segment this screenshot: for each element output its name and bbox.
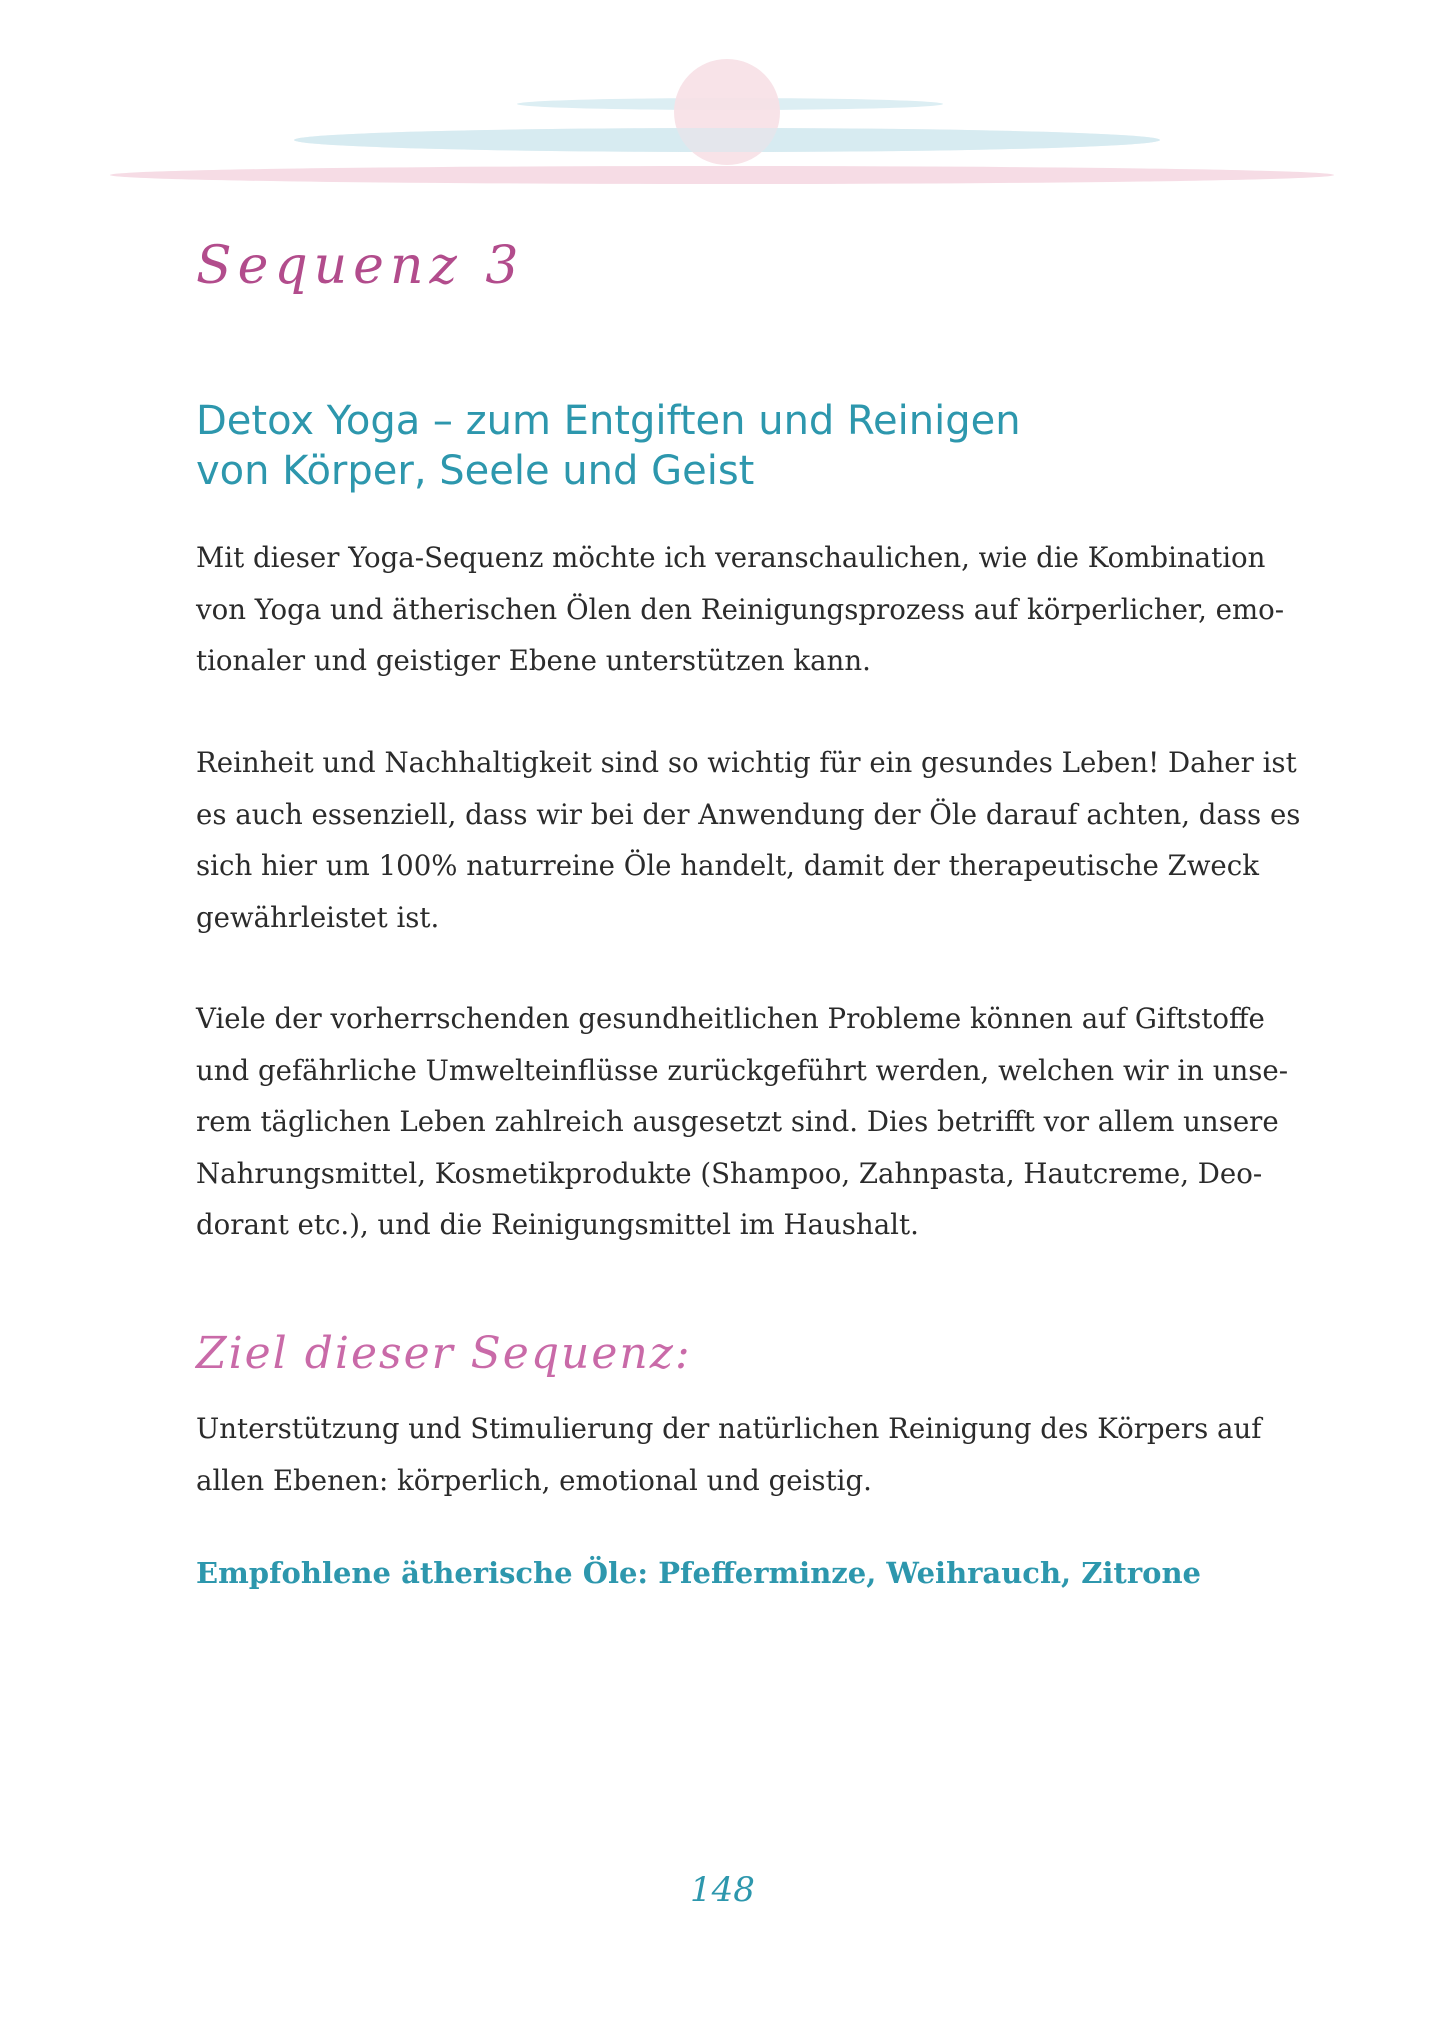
text-line: gewährleistet ist. bbox=[196, 900, 440, 934]
paragraph-goal bbox=[196, 1403, 1262, 1506]
heading-line-1: Detox Yoga – zum Entgiften und Reinigen bbox=[196, 398, 1021, 444]
text-line: Unterstützung und Stimulierung der natürlichen Reinigung des Körpers auf bbox=[196, 1412, 1262, 1445]
text-line: und gefährliche Umwelteinflüsse zurückgeführt werden, welchen wir in unse- bbox=[196, 1053, 1289, 1087]
decorative-header-ellipses bbox=[0, 0, 1445, 210]
goal-title: Ziel dieser Sequenz: bbox=[196, 1328, 692, 1379]
text-line: rem täglichen Leben zahlreich ausgesetzt sind. Dies betrifft vor allem unsere bbox=[196, 1105, 1279, 1138]
paragraph-toxins bbox=[196, 993, 1289, 1251]
pink-ellipse-bottom bbox=[110, 166, 1334, 184]
section-label: Sequenz 3 bbox=[196, 236, 525, 296]
text-line: Viele der vorherrschenden gesundheitlichen Probleme können auf Giftstoffe bbox=[196, 1002, 1265, 1035]
heading-line-2: von Körper, Seele und Geist bbox=[196, 448, 755, 494]
blue-ellipse-overlay bbox=[294, 128, 1160, 152]
text-line: von Yoga und ätherischen Ölen den Reinigungsprozess auf körperlicher, emo- bbox=[196, 592, 1285, 626]
paragraph-purity bbox=[196, 737, 1301, 943]
text-line: allen Ebenen: körperlich, emotional und geistig. bbox=[196, 1463, 872, 1497]
page-heading bbox=[196, 396, 1296, 496]
text-line: sich hier um 100% naturreine Öle handelt, damit der therapeutische Zweck bbox=[196, 849, 1259, 882]
text-line: Nahrungsmittel, Kosmetikprodukte (Shampoo, Zahnpasta, Hautcreme, Deo- bbox=[196, 1156, 1263, 1190]
page-number: 148 bbox=[690, 1870, 755, 1910]
text-line: es auch essenziell, dass wir bei der Anwendung der Öle darauf achten, dass es bbox=[196, 797, 1301, 831]
text-line: tionaler und geistiger Ebene unterstützen kann. bbox=[196, 644, 871, 677]
text-line: Reinheit und Nachhaltigkeit sind so wichtig für ein gesundes Leben! Daher ist bbox=[196, 746, 1297, 779]
paragraph-intro bbox=[196, 532, 1285, 687]
recommended-oils: Empfohlene ätherische Öle: Pfefferminze, Weihrauch, Zitrone bbox=[196, 1556, 1201, 1590]
text-line: dorant etc.), und die Reinigungsmittel im Haushalt. bbox=[196, 1208, 919, 1241]
text-line: Mit dieser Yoga-Sequenz möchte ich veranschaulichen, wie die Kombination bbox=[196, 541, 1266, 574]
